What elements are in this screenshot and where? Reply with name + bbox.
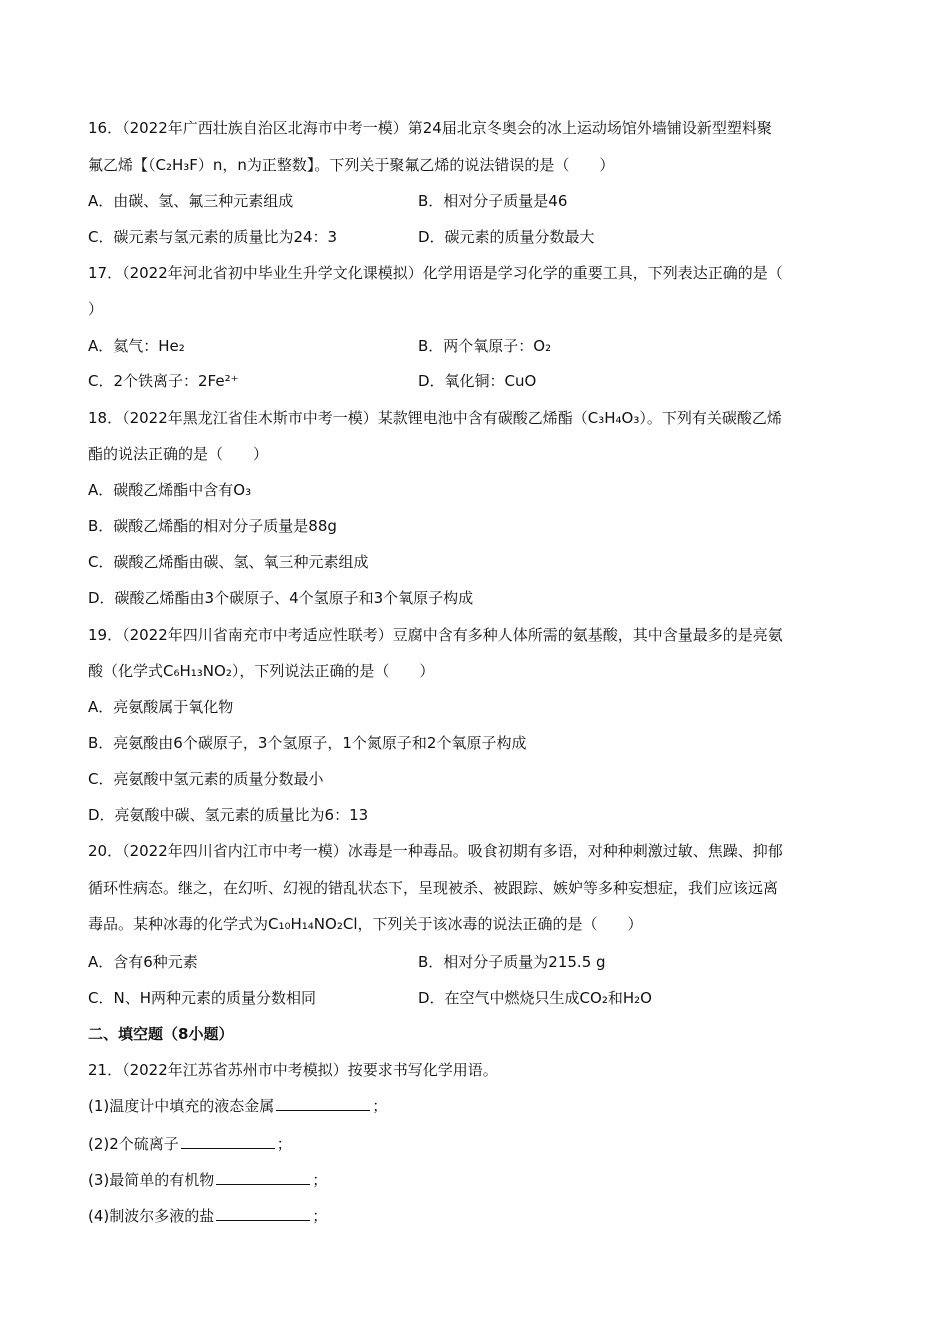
q17-line-1: 17．（2022年河北省初中毕业生升学文化课模拟）化学用语是学习化学的重要工具，下列表达正确的是（ [88,264,783,282]
q20-line-2: 循环性病态。继之，在幻听、幻视的错乱状态下，呈现被杀、被跟踪、嫉妒等多种妄想症，我们应该远离 [88,879,779,897]
q18-option-b: B．碳酸乙烯酯的相对分子质量是88g [88,517,337,535]
q21-item-3-suffix: ； [312,1171,328,1189]
q18-option-d: D．碳酸乙烯酯由3个碳原子、4个氢原子和3个氧原子构成 [88,589,474,607]
q16-option-b: B．相对分子质量是46 [418,192,568,210]
q21-item-2-suffix: ； [276,1135,292,1153]
q21-item-1-suffix: ； [372,1097,388,1115]
q17-option-a: A．氦气：He₂ [88,337,185,355]
q20-option-a: A．含有6种元素 [88,953,198,971]
q20-option-b: B．相对分子质量为215.5 g [418,953,606,971]
q21-item-1 [88,1096,387,1116]
q21-line-1: 21．（2022年江苏省苏州市中考模拟）按要求书写化学用语。 [88,1061,498,1079]
answer-blank[interactable] [181,1134,275,1149]
q17-line-2: ） [88,300,104,318]
q19-option-a: A．亮氨酸属于氧化物 [88,698,234,716]
q19-line-1: 19．（2022年四川省南充市中考适应性联考）豆腐中含有多种人体所需的氨基酸，其中含量最多的是亮氨 [88,626,783,644]
q16-option-a: A．由碳、氢、氟三种元素组成 [88,192,294,210]
q16-option-c: C．碳元素与氢元素的质量比为24：3 [88,228,338,246]
q20-line-3: 毒品。某种冰毒的化学式为C₁₀H₁₄NO₂Cl，下列关于该冰毒的说法正确的是（ ） [88,915,643,933]
q21-item-3 [88,1170,327,1190]
q16-line-1: 16．（2022年广西壮族自治区北海市中考一模）第24届北京冬奥会的冰上运动场馆外墙铺设新型塑料聚 [88,119,772,137]
q16-line-2: 氟乙烯【（C₂H₃F）n，n为正整数】。下列关于聚氟乙烯的说法错误的是（ ） [88,156,615,174]
q18-line-2: 酯的说法正确的是（ ） [88,445,269,463]
q21-item-2-prefix: (2)2个硫离子 [88,1135,179,1153]
q21-item-4-suffix: ； [312,1207,328,1225]
q16-option-d: D．碳元素的质量分数最大 [418,228,595,246]
q17-option-c: C．2个铁离子：2Fe²⁺ [88,372,239,390]
q18-line-1: 18．（2022年黑龙江省佳木斯市中考一模）某款锂电池中含有碳酸乙烯酯（C₃H₄O₃）。下列有关碳酸乙烯 [88,409,782,427]
q21-item-3-prefix: (3)最简单的有机物 [88,1171,215,1189]
q17-option-d: D．氧化铜：CuO [418,372,537,390]
q21-item-4 [88,1206,327,1226]
q19-option-d: D．亮氨酸中碳、氢元素的质量比为6：13 [88,806,369,824]
q20-option-c: C．N、H两种元素的质量分数相同 [88,989,316,1007]
q19-option-b: B．亮氨酸由6个碳原子，3个氢原子，1个氮原子和2个氧原子构成 [88,734,527,752]
answer-blank[interactable] [216,1170,310,1185]
q18-option-c: C．碳酸乙烯酯由碳、氢、氧三种元素组成 [88,553,369,571]
q17-option-b: B．两个氧原子：O₂ [418,337,552,355]
q20-line-1: 20．（2022年四川省内江市中考一模）冰毒是一种毒品。吸食初期有多语，对种种刺激过敏、焦躁、抑郁 [88,842,783,860]
q18-option-a: A．碳酸乙烯酯中含有O₃ [88,481,252,499]
answer-blank[interactable] [276,1096,370,1111]
section-heading-fill-in: 二、填空题（8小题） [88,1025,234,1043]
q21-item-4-prefix: (4)制波尔多液的盐 [88,1207,215,1225]
q19-option-c: C．亮氨酸中氢元素的质量分数最小 [88,770,324,788]
q19-line-2: 酸（化学式C₆H₁₃NO₂），下列说法正确的是（ ） [88,662,435,680]
answer-blank[interactable] [216,1206,310,1221]
q21-item-1-prefix: (1)温度计中填充的液态金属 [88,1097,275,1115]
q20-option-d: D．在空气中燃烧只生成CO₂和H₂O [418,989,652,1007]
q21-item-2 [88,1134,292,1154]
